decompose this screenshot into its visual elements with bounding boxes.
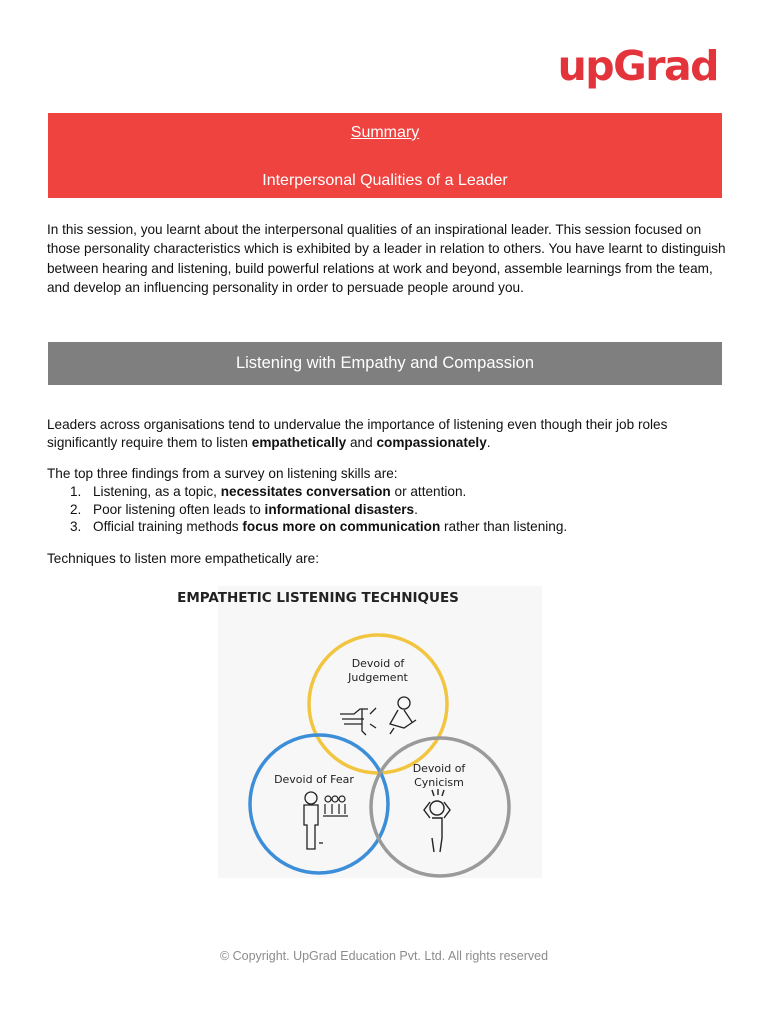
fear-label: Devoid of Fear <box>274 773 354 786</box>
list-item: 2. Poor listening often leads to informational disasters. <box>70 501 418 517</box>
list-item: 3. Official training methods focus more on communication rather than listening. <box>70 519 568 534</box>
intro-paragraph: In this session, you learnt about the interpersonal qualities of an inspirational leader. This session focused on those personality characteristics which is exhibited by a leader in relation to others. You have learnt to distinguish between hearing and listening, build powerful relations at work and beyond, assemble learnings from the team, and develop an influencing personality in order to persuade people around you. <box>47 222 726 296</box>
cynicism-label-line2: Cynicism <box>414 776 464 789</box>
empathetic-listening-diagram <box>177 586 542 878</box>
group-of-people-icon <box>323 796 348 816</box>
cynicism-circle <box>371 738 509 876</box>
upgrad-logo: upGrad <box>557 42 718 90</box>
findings-list <box>47 483 567 536</box>
sitting-person-icon <box>390 697 416 734</box>
fear-circle <box>250 735 388 873</box>
diagram-title: EMPATHETIC LISTENING TECHNIQUES <box>177 590 459 606</box>
pointing-hands-icon <box>340 708 376 735</box>
section-banner <box>48 342 722 385</box>
emphasis-empathetically: empathetically <box>251 434 347 450</box>
summary-subtitle: Interpersonal Qualities of a Leader <box>262 172 508 189</box>
judgement-label-line1: Devoid of <box>351 657 405 670</box>
findings-intro: The top three findings from a survey on listening skills are: <box>47 466 398 481</box>
stressed-person-icon <box>424 789 450 852</box>
section-title: Listening with Empathy and Compassion <box>235 354 535 372</box>
judgement-label-line2: Judgement <box>348 671 408 684</box>
summary-banner <box>48 113 722 198</box>
list-item: 1. Listening, as a topic, necessitates conversation or attention. <box>70 484 467 499</box>
judgement-circle <box>309 635 447 773</box>
leaders-paragraph: Leaders across organisations tend to undervalue the importance of listening even though their job roles significantly require them to listen empathetically and compassionately. <box>47 417 668 450</box>
cynicism-label-line1: Devoid of <box>412 762 466 775</box>
summary-title: Summary <box>350 124 420 141</box>
emphasis-compassionately: compassionately <box>376 434 487 450</box>
techniques-intro: Techniques to listen more empathetically are: <box>47 551 320 566</box>
copyright-footer: © Copyright. UpGrad Education Pvt. Ltd. All rights reserved <box>219 949 549 963</box>
standing-figure-icon <box>304 792 323 849</box>
